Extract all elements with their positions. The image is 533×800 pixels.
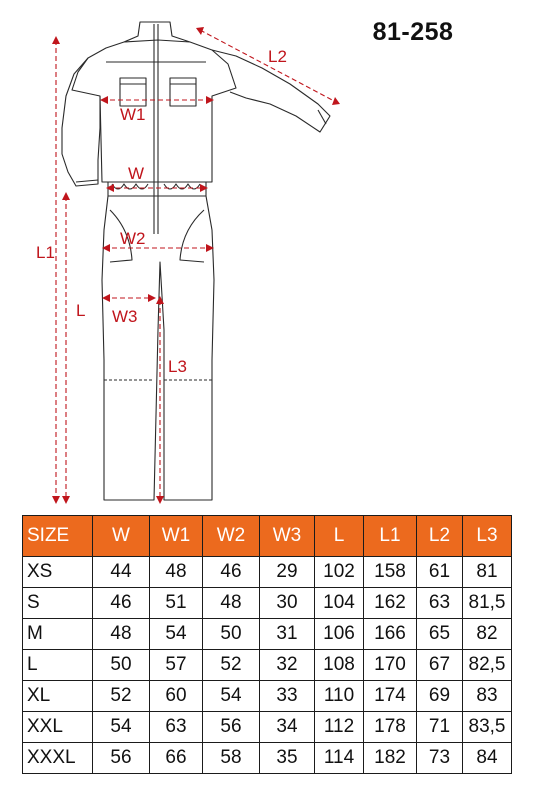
- label-w2: W2: [120, 229, 146, 248]
- left-sleeve-outline: [62, 58, 100, 186]
- collar-outline: [124, 22, 190, 42]
- size-cell: L: [23, 650, 93, 681]
- table-row: [23, 743, 512, 774]
- measure-cell: 54: [150, 619, 203, 650]
- size-cell: XS: [23, 557, 93, 588]
- size-cell: XL: [23, 681, 93, 712]
- measure-cell: 44: [93, 557, 150, 588]
- size-table-body: [23, 557, 512, 774]
- header-cell: L1: [364, 516, 417, 557]
- l2-measure-line: [200, 30, 336, 102]
- measure-cell: 56: [93, 743, 150, 774]
- measure-cell: 52: [93, 681, 150, 712]
- header-cell: L: [315, 516, 364, 557]
- measure-cell: 32: [260, 650, 315, 681]
- measure-cell: 63: [417, 588, 463, 619]
- measure-cell: 35: [260, 743, 315, 774]
- product-code: 81-258: [372, 18, 454, 46]
- measure-cell: 166: [364, 619, 417, 650]
- label-w3: W3: [112, 307, 138, 326]
- measure-cell: 102: [315, 557, 364, 588]
- table-row: [23, 650, 512, 681]
- measure-cell: 48: [203, 588, 260, 619]
- measure-cell: 162: [364, 588, 417, 619]
- header-cell: W: [93, 516, 150, 557]
- measure-cell: 46: [93, 588, 150, 619]
- measure-cell: 84: [463, 743, 512, 774]
- left-chest-pocket: [120, 78, 146, 106]
- measure-cell: 83,5: [463, 712, 512, 743]
- measure-cell: 67: [417, 650, 463, 681]
- measure-cell: 48: [93, 619, 150, 650]
- measure-cell: 114: [315, 743, 364, 774]
- measure-cell: 108: [315, 650, 364, 681]
- right-hip-pocket: [180, 210, 204, 262]
- header-cell: W3: [260, 516, 315, 557]
- right-chest-pocket: [170, 78, 196, 106]
- header-cell: L2: [417, 516, 463, 557]
- measure-cell: 158: [364, 557, 417, 588]
- label-w: W: [128, 164, 145, 183]
- label-l3: L3: [168, 357, 187, 376]
- header-cell: W2: [203, 516, 260, 557]
- measure-cell: 48: [150, 557, 203, 588]
- table-row: [23, 681, 512, 712]
- trousers-outline: [102, 196, 214, 500]
- measure-cell: 46: [203, 557, 260, 588]
- measure-cell: 60: [150, 681, 203, 712]
- measure-cell: 83: [463, 681, 512, 712]
- table-row: [23, 712, 512, 743]
- measure-cell: 54: [93, 712, 150, 743]
- measure-cell: 34: [260, 712, 315, 743]
- size-cell: XXL: [23, 712, 93, 743]
- measure-cell: 31: [260, 619, 315, 650]
- table-row: [23, 619, 512, 650]
- label-l: L: [76, 301, 86, 320]
- measure-cell: 63: [150, 712, 203, 743]
- measure-cell: 81,5: [463, 588, 512, 619]
- table-row: [23, 588, 512, 619]
- measure-cell: 52: [203, 650, 260, 681]
- measure-cell: 50: [203, 619, 260, 650]
- measure-cell: 57: [150, 650, 203, 681]
- measure-cell: 106: [315, 619, 364, 650]
- measure-cell: 104: [315, 588, 364, 619]
- left-cuff-line: [76, 180, 98, 182]
- measure-cell: 51: [150, 588, 203, 619]
- measure-cell: 50: [93, 650, 150, 681]
- measure-cell: 69: [417, 681, 463, 712]
- measure-cell: 110: [315, 681, 364, 712]
- right-cuff-line: [318, 110, 326, 124]
- measure-cell: 112: [315, 712, 364, 743]
- size-cell: M: [23, 619, 93, 650]
- measure-cell: 170: [364, 650, 417, 681]
- measure-cell: 66: [150, 743, 203, 774]
- header-cell: W1: [150, 516, 203, 557]
- measure-cell: 174: [364, 681, 417, 712]
- measure-cell: 82,5: [463, 650, 512, 681]
- size-table: [22, 515, 512, 774]
- measure-cell: 58: [203, 743, 260, 774]
- label-l1: L1: [36, 243, 55, 262]
- waistband: [108, 182, 206, 196]
- measure-cell: 56: [203, 712, 260, 743]
- measure-cell: 33: [260, 681, 315, 712]
- measure-cell: 81: [463, 557, 512, 588]
- measure-cell: 82: [463, 619, 512, 650]
- measure-cell: 73: [417, 743, 463, 774]
- size-cell: S: [23, 588, 93, 619]
- label-l2: L2: [268, 47, 287, 66]
- measure-cell: 65: [417, 619, 463, 650]
- label-w1: W1: [120, 105, 146, 124]
- measure-cell: 71: [417, 712, 463, 743]
- size-table-header-row: [23, 516, 512, 557]
- measure-cell: 182: [364, 743, 417, 774]
- header-cell: SIZE: [23, 516, 93, 557]
- measure-cell: 54: [203, 681, 260, 712]
- measure-cell: 30: [260, 588, 315, 619]
- header-cell: L3: [463, 516, 512, 557]
- measure-cell: 29: [260, 557, 315, 588]
- measure-cell: 61: [417, 557, 463, 588]
- measure-cell: 178: [364, 712, 417, 743]
- size-cell: XXXL: [23, 743, 93, 774]
- table-row: [23, 557, 512, 588]
